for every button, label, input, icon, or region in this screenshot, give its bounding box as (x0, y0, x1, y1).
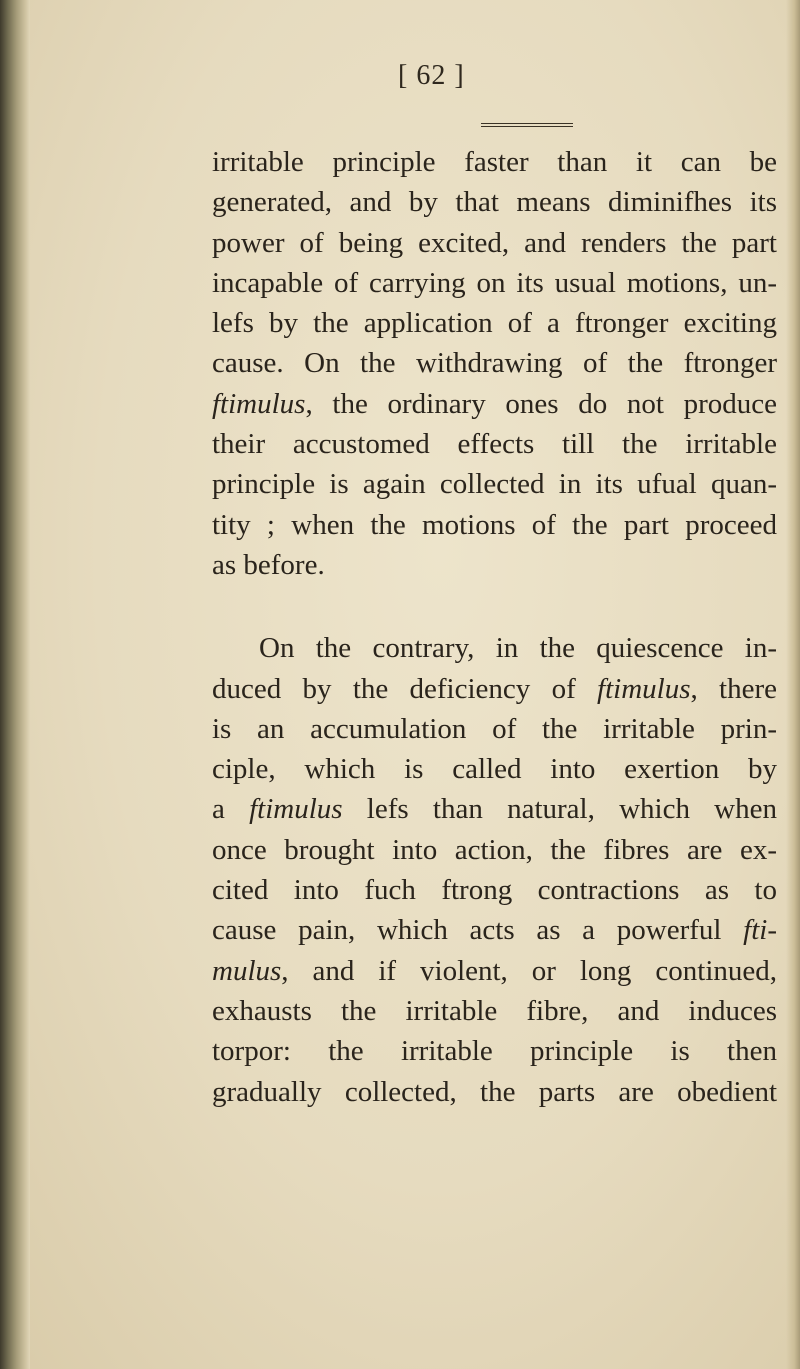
italic-word: ftimulus (249, 793, 343, 826)
text-line: cited into fuch ftrong contractions as to (212, 874, 777, 907)
italic-word: mulus (212, 954, 282, 987)
text-line (212, 669, 777, 709)
text-line: ciple, which is called into exertion by (212, 753, 777, 786)
text-line: as before. (212, 548, 325, 581)
text-line: On the contrary, in the quiescence in- (259, 632, 777, 665)
text-line (212, 384, 777, 424)
text-line: their accustomed effects till the irritable (212, 428, 777, 461)
text-line: tity ; when the motions of the part proceed (212, 508, 777, 541)
body-text (212, 142, 777, 1112)
text-run: , and if violent, or long continued, (281, 954, 777, 987)
page-number: [ 62 ] (398, 60, 465, 91)
header-rule (481, 123, 573, 127)
text-line: once brought into action, the fibres are ex- (212, 833, 777, 866)
text-line: incapable of carrying on its usual motions, un- (212, 266, 777, 299)
text-run: , there (690, 672, 777, 705)
text-line: power of being excited, and renders the part (212, 226, 777, 259)
text-line (212, 951, 777, 991)
text-run: duced by the deficiency of (212, 672, 598, 705)
text-line (212, 910, 777, 950)
text-line (212, 789, 777, 829)
text-line: generated, and by that means diminifhes its (212, 186, 777, 219)
text-line: lefs by the application of a ftronger exciting (212, 307, 777, 340)
text-line: cause. On the withdrawing of the ftronger (212, 347, 777, 380)
text-line: principle is again collected in its ufual quan- (212, 468, 777, 501)
italic-word: ftimulus (597, 672, 691, 705)
text-line: gradually collected, the parts are obedient (212, 1075, 777, 1108)
paragraph-2 (212, 628, 777, 1112)
paragraph-1 (212, 142, 777, 585)
text-line: irritable principle faster than it can be (212, 146, 777, 178)
text-run: lefs than natural, which when (342, 793, 777, 826)
text-run: , the ordinary ones do not produce (305, 387, 777, 420)
text-line: exhausts the irritable fibre, and induces (212, 994, 777, 1027)
page-edge-shadow (786, 0, 800, 1369)
page-binding-shadow (0, 0, 30, 1369)
text-line: torpor: the irritable principle is then (212, 1035, 777, 1068)
text-run: a (212, 793, 250, 826)
italic-word: ftimulus (212, 387, 306, 420)
text-run: cause pain, which acts as a powerful (212, 914, 744, 947)
text-line: is an accumulation of the irritable prin- (212, 712, 777, 745)
italic-word: fti- (743, 914, 777, 947)
